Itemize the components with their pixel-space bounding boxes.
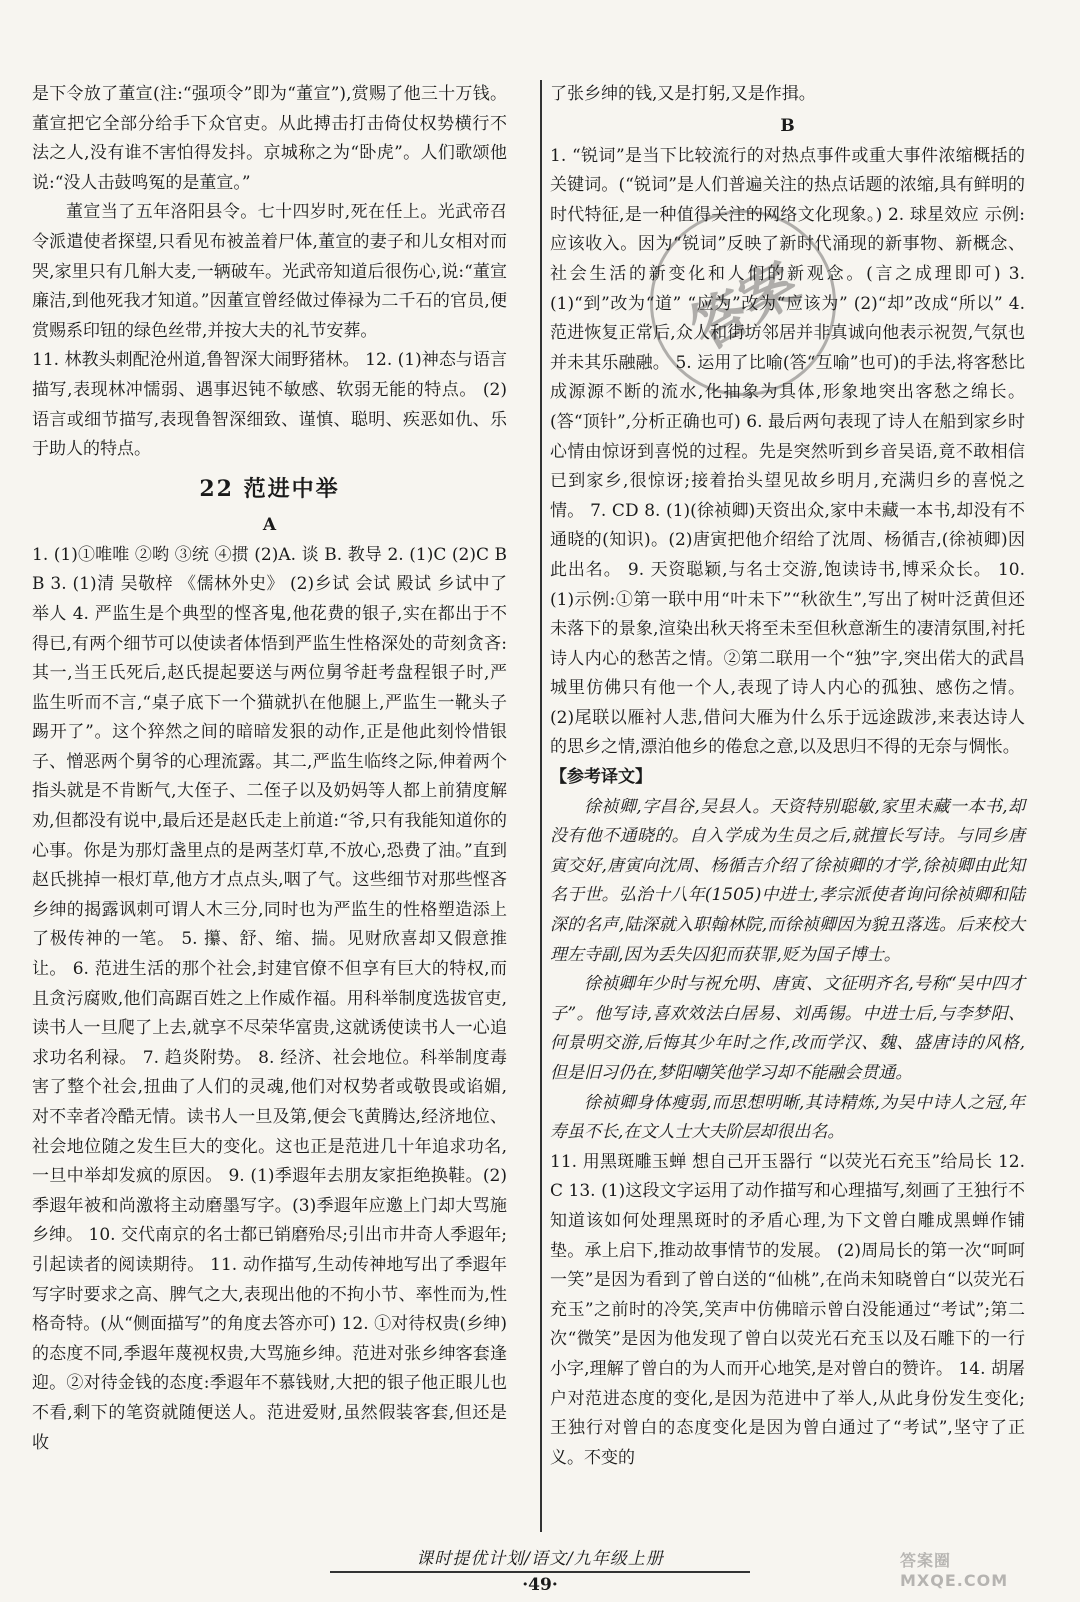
subsection-b: B: [780, 115, 795, 136]
left-column: [32, 80, 507, 1458]
section-title: 22 范进中举: [199, 475, 340, 502]
left-paragraph-2: 董宣当了五年洛阳县令。七十四岁时,死在任上。光武帝召令派遣使者探望,只看见布被盖着尸体,董宣的妻子和儿女相对而哭,家里只有几斛大麦,一辆破车。光武帝知道后很伤心,说:“董宣廉洁,到他死我才知道。”因董宣曾经做过俸禄为二千石的官员,便赏赐系印钮的绿色丝带,并按大夫的礼节安葬。: [32, 202, 507, 341]
stamp-text: 答案: [680, 250, 810, 364]
reference-translation-heading: 【参考译文】: [550, 767, 652, 788]
watermark-text: 答案圈 MXQE.COM: [900, 1551, 1009, 1590]
left-paragraph-1: 是下令放了董宣(注:“强项令”即为“董宣”),赏赐了他三十万钱。董宣把它全部分给手下众官吏。从此搏击打击倚仗权势横行不法之人,没有谁不害怕得发抖。京城称之为“卧虎”。人们歌颂他说:“没人击鼓鸣冤的是董宣。”: [32, 84, 507, 193]
left-paragraph-4: 1. (1)①唯唯 ②哟 ③统 ④掼 (2)A. 谈 B. 教导 2. (1)C (2)C B B 3. (1)清 吴敬梓 《儒林外史》 (2)乡试 会试 殿试 乡试中了举人 4. 严监生是个典型的悭吝鬼,他花费的银子,实在都出于不得已,有两个细节可以使读者体悟到严监生性格深处的苛刻贪吝:其一,当王氏死后,赵氏提起要送与两位舅爷赶考盘程银子时,严监生听而不言,“桌子底下一个猫就扒在他腿上,严监生一靴头子踢开了”。这个猝然之间的暗暗发狠的动作,正是他此刻怜惜银子、憎恶两个舅爷的心理流露。其二,严监生临终之际,伸着两个指头就是不肯断气,大侄子、二侄子以及奶妈等人都上前猜度解劝,但都没有说中,最后还是赵氏走上前道:“爷,只有我能知道你的心事。你是为那灯盏里点的是两茎灯草,不放心,恐费了油。”直到赵氏挑掉一根灯草,他方才点点头,咽了气。这些细节对那些悭吝乡绅的揭露讽刺可谓人木三分,同时也为严监生的性格塑造添上了极传神的一笔。 5. 攥、舒、缩、揣。见财欣喜却又假意推让。 6. 范进生活的那个社会,封建官僚不但享有巨大的特权,而且贪污腐败,他们高踞百姓之上作威作福。用科举制度选拔官吏,读书人一旦爬了上去,就享不尽荣华富贵,这就诱使读书人一心追求功名利禄。 7. 趋炎附势。 8. 经济、社会地位。科举制度毒害了整个社会,扭曲了人们的灵魂,他们对权势者或敬畏或谄媚,对不幸者冷酷无情。读书人一旦及第,便会飞黄腾达,经济地位、社会地位随之发生巨大的变化。这也正是范进几十年追求功名,一旦中举却发疯的原因。 9. (1)季遐年去朋友家拒绝换鞋。(2)季遐年被和尚激将主动磨墨写字。(3)季遐年应邀上门却大骂施乡绅。 10. 交代南京的名士都已销磨殆尽;引出市井奇人季遐年;引起读者的阅读期待。 11. 动作描写,生动传神地写出了季遐年写字时要求之高、脾气之大,表现出他的不拘小节、率性而为,性格奇特。(从“侧面描写”的角度去答亦可) 12. ①对待权贵(乡绅)的态度不同,季遐年蔑视权贵,大骂施乡绅。范进对张乡绅客套逢迎。②对待金钱的态度:季遐年不慕钱财,大把的银子他正眼儿也不看,剩下的笔资就随便送人。范进爱财,虽然假装客套,但还是收: [32, 544, 507, 1453]
column-divider: [540, 80, 542, 1532]
right-paragraph-1: 了张乡绅的钱,又是打躬,又是作揖。: [550, 84, 816, 104]
left-paragraph-3: 11. 林教头刺配沧州道,鲁智深大闹野猪林。 12. (1)神态与语言描写,表现林冲懦弱、遇事迟钝不敏感、软弱无能的特点。 (2)语言或细节描写,表现鲁智深细致、谨慎、聪明、疾恶如仇、乐于助人的特点。: [32, 350, 507, 460]
footer-book-title: 课时提优计划/语文/九年级上册: [416, 1549, 664, 1569]
site-logo-watermark: [900, 1544, 1050, 1594]
subsection-a: A: [262, 514, 277, 535]
footer-rule: [330, 1571, 750, 1573]
translation-paragraph-2: 徐祯卿年少时与祝允明、唐寅、文征明齐名,号称“吴中四才子”。他写诗,喜欢效法白居易、刘禹锡。中进士后,与李梦阳、何景明交游,后悔其少年时之作,改而学汉、魏、盛唐诗的风格,但是旧习仍在,梦阳嘲笑他学习却不能融会贯通。: [550, 974, 1025, 1083]
translation-paragraph-3: 徐祯卿身体瘦弱,而思想明晰,其诗精炼,为吴中诗人之冠,年寿虽不长,在文人士大夫阶层却很出名。: [550, 1092, 1025, 1143]
page-number: ·49·: [522, 1575, 558, 1595]
translation-paragraph-1: 徐祯卿,字昌谷,吴县人。天资特别聪敏,家里未藏一本书,却没有他不通晓的。自入学成为生员之后,就擅长写诗。与同乡唐寅交好,唐寅向沈周、杨循吉介绍了徐祯卿的才学,徐祯卿由此知名于世。弘治十八年(1505)中进士,孝宗派使者询问徐祯卿和陆深的名声,陆深就入职翰林院,而徐祯卿因为貌丑落选。后来校大理左寺副,因为丢失囚犯而获罪,贬为国子博士。: [550, 796, 1025, 965]
right-paragraph-3: 11. 用黑斑雕玉蝉 想自己开玉器行 “以荧光石充玉”给局长 12. C 13. (1)这段文字运用了动作描写和心理描写,刻画了王独行不知道该如何处理黑斑时的矛盾心理,为下文曾白雕成黑蝉作铺垫。承上启下,推动故事情节的发展。 (2)周局长的第一次“呵呵一笑”是因为看到了曾白送的“仙桃”,在尚未知晓曾白“以荧光石充玉”之前时的冷笑,笑声中仿佛暗示曾白没能通过“考试”;第二次“微笑”是因为他发现了曾白以荧光石充玉以及石雕下的一行小字,理解了曾白的为人而开心地笑,是对曾白的赞许。 14. 胡屠户对范进态度的变化,是因为范进中了举人,从此身份发生变化;王独行对曾白的态度变化是因为曾白通过了“考试”,坚守了正义。不变的: [550, 1151, 1025, 1468]
right-paragraph-2: 1. “锐词”是当下比较流行的对热点事件或重大事件浓缩概括的关键词。(“锐词”是人们普遍关注的热点话题的浓缩,具有鲜明的时代特征,是一种值得关注的网络文化现象。) 2. 球星效应 示例:应该收入。因为“锐词”反映了新时代涌现的新事物、新概念、社会生活的新变化和人们的新观念。(言之成理即可) 3. (1)“到”改为“道” “应为”改为“应该为” (2)“却”改成“所以” 4. 范进恢复正常后,众人和街坊邻居并非真诚向他表示祝贺,气氛也并未其乐融融。 5. 运用了比喻(答“互喻”也可)的手法,将客愁比成源源不断的流水,化抽象为具体,形象地突出客愁之绵长。(答“顶针”,分析正确也可) 6. 最后两句表现了诗人在船到家乡时心情由惊讶到喜悦的过程。先是突然听到乡音吴语,竟不敢相信已到家乡,很惊讶;接着抬头望见故乡明月,充满归乡的喜悦之情。 7. CD 8. (1)(徐祯卿)天资出众,家中未藏一本书,却没有不通晓的(知识)。(2)唐寅把他介绍给了沈周、杨循吉,(徐祯卿)因此出名。 9. 天资聪颖,与名士交游,饱读诗书,博采众长。 10. (1)示例:①第一联中用“叶未下”“秋欲生”,写出了树叶泛黄但还未落下的景象,渲染出秋天将至未至但秋意渐生的凄清氛围,衬托诗人内心的愁苦之情。②第二联用一个“独”字,突出偌大的武昌城里仿佛只有他一个人,表现了诗人内心的孤独、感伤之情。 (2)尾联以雁衬人悲,借问大雁为什么乐于远途跋涉,来表达诗人的思乡之情,漂泊他乡的倦怠之意,以及思归不得的无奈与惆怅。: [550, 145, 1025, 758]
